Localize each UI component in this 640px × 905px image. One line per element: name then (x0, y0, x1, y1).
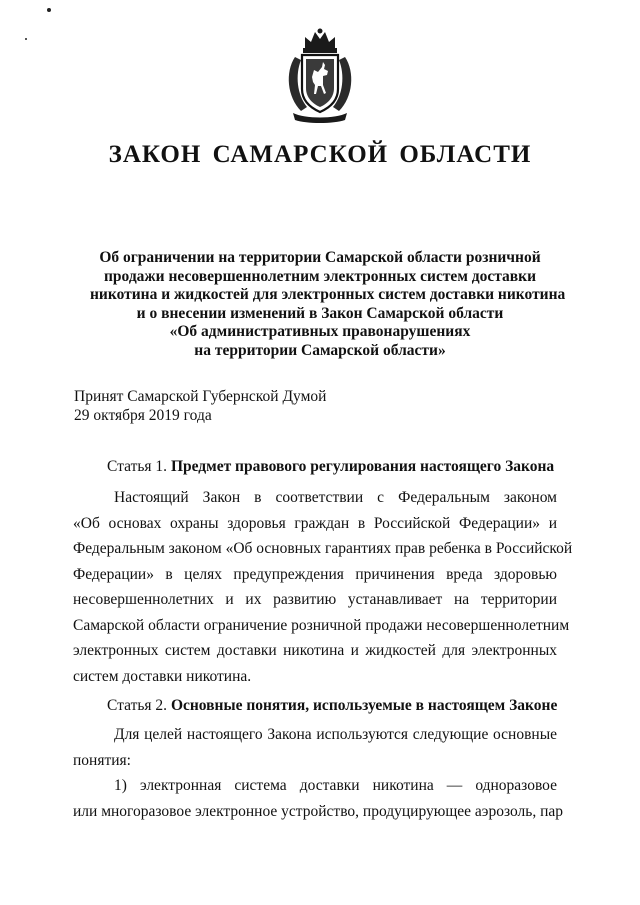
law-subject (90, 249, 566, 361)
scan-speck (47, 8, 51, 12)
paragraph-line: электронных систем доставки никотина и жидкостей для электронных (73, 642, 557, 659)
paragraph-line: «Об основах охраны здоровья граждан в Российской Федерации» и (73, 514, 557, 532)
adoption-date: 29 октября 2019 года (74, 406, 212, 424)
subject-line: продажи несовершеннолетним электронных систем доставки (103, 267, 537, 285)
paragraph-line: Самарской области ограничение розничной продажи несовершеннолетним (73, 616, 570, 634)
subject-line: Об ограничении на территории Самарской области розничной (99, 249, 541, 266)
article-2-heading (107, 697, 557, 715)
article-1-title: Предмет правового регулирования настоящего Закона (170, 458, 555, 475)
paragraph-line: 1) электронная система доставки никотина — одноразовое (114, 777, 557, 794)
paragraph-line: Федерации» в целях предупреждения причинения вреда здоровью (73, 565, 557, 583)
subject-line: на территории Самарской области» (194, 341, 446, 359)
subject-line: и о внесении изменений в Закон Самарской области (136, 304, 504, 322)
adoption-body: Принят Самарской Губернской Думой (74, 388, 327, 405)
adoption-note (74, 388, 326, 425)
paragraph-line: систем доставки никотина. (73, 667, 252, 685)
article-1-text (73, 485, 573, 689)
law-title: ЗАКОН САМАРСКОЙ ОБЛАСТИ (108, 141, 532, 168)
paragraph-line: Федеральным законом «Об основных гарантиях прав ребенка в Российской (73, 540, 573, 557)
subject-line: «Об административных правонарушениях (169, 323, 471, 341)
paragraph-line: или многоразовое электронное устройство, продуцирующее аэрозоль, пар (73, 802, 564, 820)
article-2-number: Статья 2. (107, 697, 168, 714)
samara-coat-of-arms-icon (283, 27, 357, 123)
article-2-title: Основные понятия, используемые в настоящем Законе (170, 697, 558, 714)
scan-speck (25, 38, 27, 40)
article-1-heading (107, 458, 554, 476)
article-1-number: Статья 1. (107, 458, 168, 475)
paragraph-line: Для целей настоящего Закона используются следующие основные (114, 726, 557, 743)
paragraph-line: Настоящий Закон в соответствии с Федеральным законом (114, 489, 557, 506)
article-2-text (73, 722, 564, 824)
paragraph-line: несовершеннолетних и их развитию устанавливает на территории (73, 591, 557, 608)
subject-line: никотина и жидкостей для электронных систем доставки никотина (90, 286, 566, 304)
paragraph-line: понятия: (73, 751, 131, 769)
